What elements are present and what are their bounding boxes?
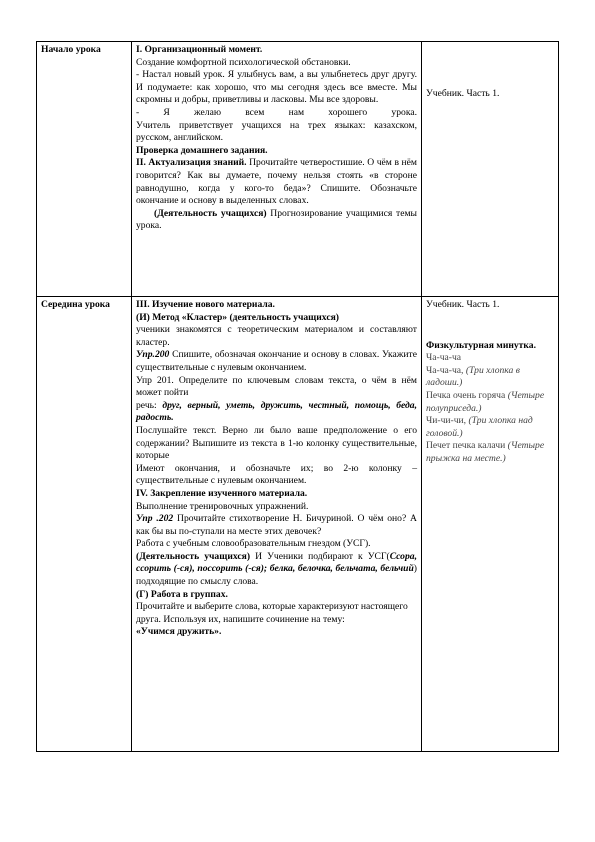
section-heading: (Г) Работа в группах. <box>136 588 228 600</box>
text-line: Создание комфортной психологической обстановки. <box>136 56 351 68</box>
text-line: - Настал новый урок. Я улыбнусь вам, а вы улыбнетесь друг другу. И подумаете: как хорошо, что мы сегодня здесь все вместе. Мы скромны и добры, приветливы и ласковы. Мы все здоровы. <box>136 69 417 106</box>
text-line: Прочитайте и выберите слова, которые характеризуют настоящего <box>136 601 408 613</box>
section-heading: III. Изучение нового материала. <box>136 299 275 310</box>
exercise-break-title: Физкультурная минутка. <box>426 339 536 351</box>
rhyme-line: Печка очень горяча <box>426 389 506 401</box>
text-line: - Я желаю всем нам хорошего урока. <box>136 106 417 118</box>
text-line: И Ученики подбирают к УСГ( <box>255 550 390 562</box>
movement-note: (Три хлопка над головой.) <box>426 415 533 439</box>
text-line: Упр 201. Определите по ключевым словам текста, о чём в нём может пойти <box>136 374 417 399</box>
keyword-list: друг, верный, уметь, дружить, честный, помощь, беда, радость. <box>136 399 417 424</box>
text-line: ) подходящие по смыслу слова. <box>136 563 417 588</box>
resources-cell <box>422 297 559 752</box>
activity-label: (Деятельность учащихся) <box>154 207 267 219</box>
word-family: Ссора, ссорить (-ся), поссорить (-ся); белка, белочка, бельчата, бельчий <box>136 550 417 575</box>
text-line: ученики знакомятся с теоретическим материалом и составляют кластер. <box>136 324 417 348</box>
activity-label: (Деятельность учащихся) <box>136 550 251 562</box>
text-line: друга. Используя их, напишите сочинение на тему: <box>136 613 345 625</box>
essay-topic: «Учимся дружить». <box>136 626 222 638</box>
text-line: Учитель приветствует учащихся на трех языках: казахском, русском, английском. <box>136 119 417 144</box>
stage-content <box>132 297 422 752</box>
stage-label: Начало урока <box>37 42 132 297</box>
text-line: Выполнение тренировочных упражнений. <box>136 500 309 512</box>
text-line: Работа с учебным словообразовательным гнездом (УСГ). <box>136 538 371 550</box>
text-line: Прочитайте стихотворение Н. Бичуриной. О чём оно? А как бы вы по-ступали на месте этих девочек? <box>136 513 417 537</box>
stage-label: Середина урока <box>37 297 132 752</box>
method-heading: (И) Метод «Кластер» (деятельность учащихся) <box>136 311 339 323</box>
section-heading: I. Организационный момент. <box>136 44 263 55</box>
movement-note: (Четыре прыжка на месте.) <box>426 440 545 464</box>
exercise-label: Упр.200 <box>136 349 170 361</box>
movement-note: (Три хлопка в ладоши.) <box>426 364 520 389</box>
text-line: Имеют окончания, и обозначьте их; во 2-ю колонку – существительные с нулевым окончанием. <box>136 462 417 487</box>
text-line: Спишите, обозначая окончание и основу в словах. Укажите существительные с нулевым окончанием. <box>136 349 417 373</box>
resource-text: Учебник. Часть 1. <box>426 299 500 310</box>
lesson-row-start <box>37 42 559 297</box>
resources-cell <box>422 42 559 297</box>
rhyme-line: Чи-чи-чи, <box>426 415 467 427</box>
section-heading: Проверка домашнего задания. <box>136 144 268 156</box>
rhyme-line: Ча-ча-ча, <box>426 364 464 376</box>
lesson-row-middle <box>37 297 559 752</box>
text-line: Прочитайте четверостишие. О чём в нём говорится? Как вы думаете, почему нельзя стоять «в стороне равнодушно, когда у кого-то беда»? Спишите. Обозначьте окончание и основу в выделенных словах. <box>136 157 417 207</box>
section-heading: II. Актуализация знаний. <box>136 157 247 169</box>
rhyme-line: Ча-ча-ча <box>426 352 462 364</box>
rhyme-line: Печет печка калачи <box>426 440 506 452</box>
movement-note: (Четыре полуприседа.) <box>426 389 545 414</box>
resource-text: Учебник. Часть 1. <box>426 88 500 99</box>
text-line: Послушайте текст. Верно ли было ваше предположение о его содержании? Выпишите из текста в 1-ю колонку существительные, которые <box>136 424 417 462</box>
exercise-label: Упр .202 <box>136 513 174 525</box>
lesson-plan-table <box>36 41 559 752</box>
stage-content <box>132 42 422 297</box>
section-heading: IV. Закрепление изученного материала. <box>136 487 308 499</box>
text-line: Прогнозирование учащимися темы урока. <box>136 207 417 232</box>
text-line: речь: <box>136 399 157 411</box>
